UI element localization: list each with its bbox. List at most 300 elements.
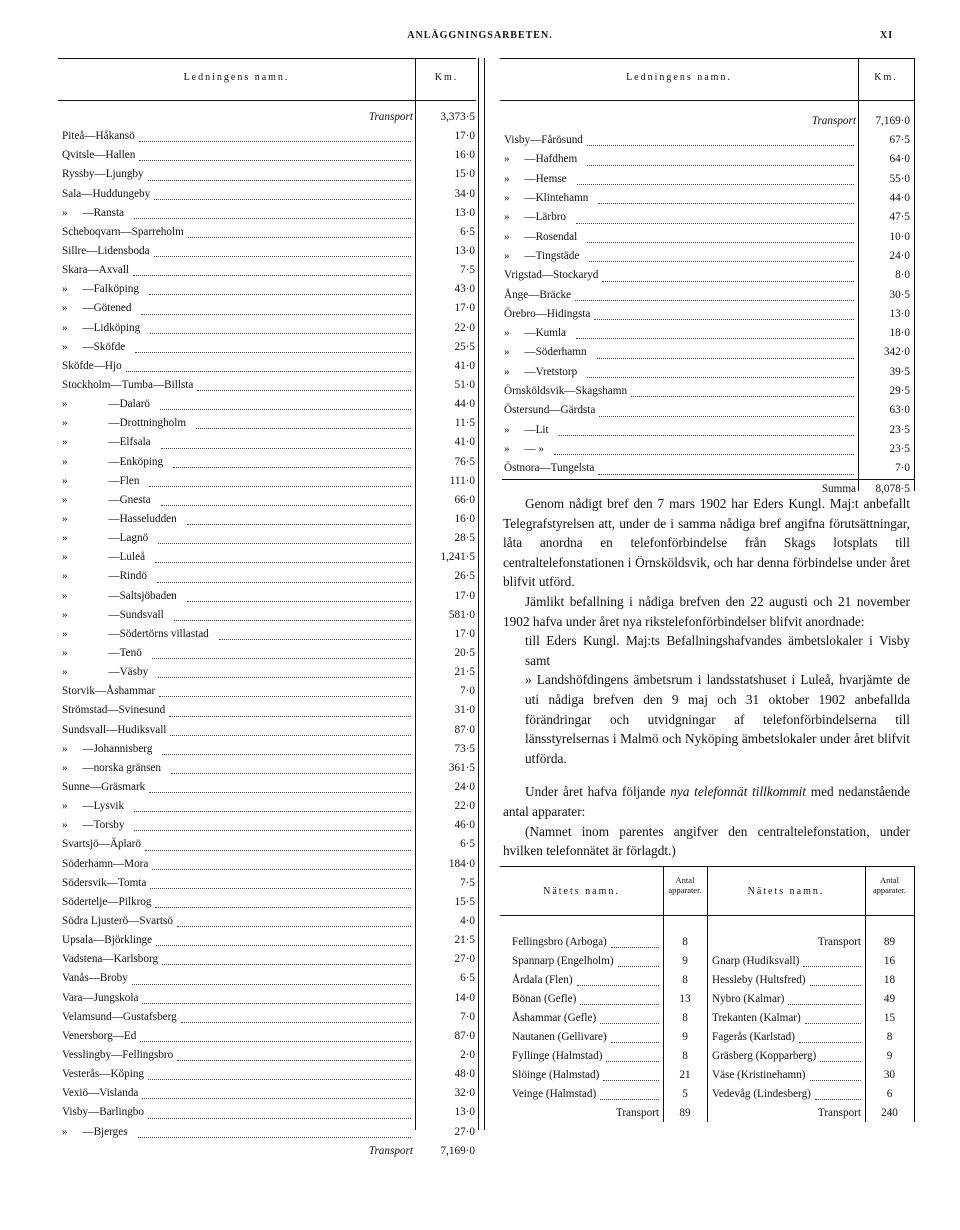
ledger-row (60, 567, 475, 586)
app-row (712, 1066, 914, 1085)
leader-dots (139, 160, 411, 161)
leader-dots (155, 562, 411, 563)
ditto-mark: » (504, 365, 510, 378)
net-count: 9 (886, 1050, 893, 1062)
ledger-row (60, 357, 475, 376)
line-km: 8·0 (895, 269, 910, 282)
leader-dots (159, 696, 411, 697)
app-row (712, 1028, 914, 1047)
ledger-row (60, 797, 475, 816)
net-name: Årdala (Flen) (512, 974, 573, 986)
app-row (512, 952, 712, 971)
line-name: Sillre—Lidensboda (62, 245, 150, 258)
app-transport-in-row (712, 933, 914, 952)
line-name (62, 395, 150, 414)
ledger-row (60, 969, 475, 988)
leader-dots (126, 371, 411, 372)
line-km: 14·0 (454, 991, 475, 1004)
ledger-row (502, 228, 914, 247)
line-km: 30·5 (889, 288, 910, 301)
ledger-row (60, 165, 475, 184)
app-row (512, 971, 712, 990)
line-km: 21·5 (454, 666, 475, 679)
right-ledger (502, 112, 914, 499)
ledger-row (502, 150, 914, 169)
ledger-row (60, 912, 475, 931)
line-name: Skara—Axvall (62, 264, 130, 277)
ledger-row (60, 261, 475, 280)
leader-dots (554, 454, 854, 455)
net-name: Åshammar (Gefle) (512, 1012, 597, 1024)
leader-dots (140, 1041, 411, 1042)
leader-dots (580, 1004, 659, 1005)
line-km: 44·0 (889, 192, 910, 205)
line-km: 13·0 (889, 307, 910, 320)
line-name (62, 491, 151, 510)
line-km: 4·0 (460, 914, 475, 927)
line-name (504, 150, 577, 169)
leader-dots (149, 294, 411, 295)
line-km: 17·0 (454, 130, 475, 143)
right-table-top-rule (500, 58, 915, 59)
line-km: 41·0 (454, 359, 475, 372)
leader-dots (162, 964, 411, 965)
ledger-row (502, 131, 914, 150)
line-km: 63·0 (889, 404, 910, 417)
net-name: Fellingsbro (Arboga) (512, 936, 607, 948)
line-name (504, 324, 566, 343)
ledger-row (60, 874, 475, 893)
leader-dots (603, 1080, 659, 1081)
ledger-row (60, 1027, 475, 1046)
app-right-col-count: Antal apparater. (872, 875, 907, 895)
line-name (62, 529, 148, 548)
line-km: 47·5 (889, 211, 910, 224)
line-name (504, 363, 577, 382)
line-km: 6·5 (460, 972, 475, 985)
transport-in-value: 3,373·5 (440, 111, 475, 123)
line-name (62, 338, 125, 357)
line-km: 24·0 (889, 249, 910, 262)
line-name-text: —Tingstäde (521, 249, 580, 262)
leader-dots (142, 1098, 411, 1099)
leader-dots (152, 658, 411, 659)
line-km: 18·0 (889, 327, 910, 340)
net-count: 30 (883, 1069, 896, 1081)
ditto-mark: » (504, 423, 510, 436)
ledger-row (60, 721, 475, 740)
ledger-row (502, 343, 914, 362)
line-name: Storvik—Åshammar (62, 685, 156, 698)
line-km: 7·5 (460, 876, 475, 889)
ledger-row (60, 185, 475, 204)
line-km: 76·5 (454, 455, 475, 468)
line-name (62, 453, 163, 472)
line-km: 46·0 (454, 819, 475, 832)
line-km: 6·5 (460, 225, 475, 238)
leader-dots (799, 1042, 861, 1043)
paragraph-lulea: » Landshöfdingens ämbetsrum i landsstatshuset i Luleå, hvarjämte de uti nådiga brefven den 9 maj och 31 oktober 1902 anbefallda förändringar och utvidgningar af telefonförbindelserna till länsstyrelsernas i Malmö och Nyköping ämbetslokaler under året blifvit utförda. (525, 672, 910, 766)
line-km: 22·0 (454, 321, 475, 334)
app-row (512, 990, 712, 1009)
line-name (504, 208, 566, 227)
ledger-row (60, 989, 475, 1008)
leader-dots (158, 543, 411, 544)
line-name-text: —Sundsvall (105, 608, 164, 621)
ledger-row (502, 459, 914, 478)
leader-dots (150, 333, 411, 334)
line-name: Visby—Barlingbo (62, 1106, 144, 1119)
leader-dots (173, 467, 411, 468)
leader-dots (174, 620, 411, 621)
line-km: 44·0 (454, 398, 475, 411)
line-km: 29·5 (889, 385, 910, 398)
line-km: 16·0 (454, 513, 475, 525)
line-name: Piteå—Håkansö (62, 130, 135, 143)
leader-dots (810, 985, 861, 986)
ledger-row (60, 414, 475, 433)
line-km: 6·5 (460, 838, 475, 851)
line-name (62, 797, 124, 816)
line-name-text: —Drottningholm (105, 417, 187, 430)
line-name (62, 759, 161, 778)
line-name: Östnora—Tungelsta (504, 462, 595, 475)
net-name: Trekanten (Kalmar) (712, 1012, 801, 1024)
line-name-text: —Hemse (521, 172, 567, 185)
line-km: 184·0 (448, 857, 475, 870)
ditto-mark: » (62, 819, 68, 832)
line-name: Vexiö—Vislanda (62, 1087, 139, 1100)
net-count: 8 (682, 1012, 688, 1024)
line-name-text: —Torsby (79, 819, 125, 832)
leader-dots (576, 223, 854, 224)
line-name (504, 440, 544, 459)
leader-dots (559, 435, 854, 436)
line-km: 7·0 (460, 685, 475, 698)
line-name: Vara—Jungskola (62, 991, 139, 1004)
ledger-row (60, 1046, 475, 1065)
ledger-row (60, 338, 475, 357)
leader-dots (148, 1118, 411, 1119)
leader-dots (158, 677, 411, 678)
line-name-text: —Rindö (105, 570, 147, 583)
ledger-row (502, 266, 914, 285)
line-km: 10·0 (889, 230, 910, 243)
sum-value: 8,078·5 (875, 482, 910, 495)
leader-dots (154, 199, 411, 200)
page-center-rule (484, 58, 485, 1130)
ditto-mark: » (62, 417, 68, 430)
line-name: Scheboqvarn—Sparreholm (62, 225, 184, 238)
line-km: 15·5 (454, 895, 475, 908)
ditto-mark: » (62, 608, 68, 621)
line-name: Örebro—Hidingsta (504, 307, 591, 320)
line-name-text: —Sköfde (79, 340, 126, 353)
app-left-list (512, 933, 712, 1123)
net-count: 8 (886, 1031, 893, 1043)
leader-dots (602, 281, 854, 282)
leader-dots (138, 1137, 411, 1138)
line-name: Ryssby—Ljungby (62, 168, 144, 181)
line-km: 67·5 (889, 134, 910, 147)
net-name: Nautanen (Gellivare) (512, 1031, 607, 1043)
line-name (504, 228, 577, 247)
leader-dots (134, 218, 411, 219)
ledger-row (502, 247, 914, 266)
line-name (62, 414, 186, 433)
line-name-text: —Johannisberg (79, 742, 153, 755)
transport-in-label: Transport (368, 111, 413, 123)
line-name: Vesterås—Köping (62, 1068, 145, 1081)
line-name-text: —Klintehamn (521, 192, 589, 205)
ditto-mark: » (504, 442, 510, 455)
line-km: 66·0 (454, 493, 475, 506)
line-name-text: —Lagnö (105, 532, 149, 545)
leader-dots (145, 850, 411, 851)
page-number: XI (880, 30, 894, 41)
line-name: Ånge—Bräcke (504, 288, 572, 301)
ditto-mark: » (62, 455, 68, 468)
transport-in-row (502, 112, 914, 131)
paragraph-parentes: (Namnet inom parentes angifver den centraltelefonstation, under hvilken telefonnätet är förlagdt.) (503, 823, 910, 859)
ledger-row (60, 1084, 475, 1103)
line-km: 27·0 (454, 953, 475, 966)
leader-dots (134, 811, 411, 812)
ditto-mark: » (62, 800, 68, 813)
line-name-text: —Lärbro (521, 211, 567, 224)
leader-dots (196, 428, 411, 429)
net-count: 13 (679, 993, 691, 1005)
app-transport-out-value: 89 (679, 1107, 691, 1119)
ledger-row (60, 855, 475, 874)
ledger-row (60, 146, 475, 165)
left-table-col-name: Ledningens namn. (183, 72, 290, 83)
ledger-row (60, 587, 475, 606)
line-name: Vadstena—Karlsborg (62, 953, 159, 966)
ledger-row (60, 1008, 475, 1027)
left-table-col-km: Km. (434, 72, 459, 83)
line-name: Vesslingby—Fellingsbro (62, 1048, 174, 1061)
ledger-row (502, 401, 914, 420)
line-name-text: —Falköping (79, 283, 139, 296)
app-right-list (712, 933, 914, 1123)
line-km: 581·0 (448, 608, 475, 621)
ledger-row (60, 950, 475, 969)
line-name (62, 280, 139, 299)
leader-dots (139, 141, 411, 142)
leader-dots (587, 377, 854, 378)
net-name: Nybro (Kalmar) (712, 993, 785, 1005)
line-name (62, 740, 152, 759)
transport-in-value: 7,169·0 (875, 115, 910, 127)
ditto-mark: » (62, 493, 68, 506)
ledger-row (60, 606, 475, 625)
net-name: Fagerås (Karlstad) (712, 1031, 795, 1043)
line-name: Qvitsle—Hallen (62, 149, 136, 162)
leader-dots (134, 830, 411, 831)
app-transport-in-label: Transport (817, 936, 861, 948)
line-name-text: —Luleå (105, 551, 146, 564)
ditto-mark: » (504, 153, 510, 166)
leader-dots (600, 1099, 659, 1100)
leader-dots (803, 966, 861, 967)
line-name-text: —Söderhamn (521, 346, 587, 359)
net-count: 49 (883, 993, 896, 1005)
leader-dots (631, 396, 854, 397)
line-km: 13·0 (454, 245, 475, 258)
ledger-row (60, 510, 475, 529)
transport-in-row (60, 108, 475, 127)
ditto-mark: » (504, 192, 510, 205)
net-count: 8 (682, 974, 688, 986)
app-transport-out-row (712, 1104, 914, 1123)
app-transport-out-row (512, 1104, 712, 1123)
line-name: Sköfde—Hjo (62, 359, 122, 372)
net-name: Gräsberg (Kopparberg) (712, 1050, 817, 1062)
leader-dots (157, 582, 411, 583)
ditto-mark: » (62, 436, 68, 449)
ditto-mark: » (62, 589, 68, 602)
ledger-row (60, 472, 475, 491)
leader-dots (171, 773, 411, 774)
ledger-row (60, 816, 475, 835)
line-name: Visby—Fårösund (504, 134, 583, 147)
leader-dots (149, 486, 411, 487)
line-name: Söderhamn—Mora (62, 857, 149, 870)
line-km: 2·0 (460, 1048, 475, 1061)
ledger-row (60, 127, 475, 146)
line-name-text: —norska gränsen (79, 761, 161, 774)
app-row (512, 1009, 712, 1028)
leader-dots (177, 1060, 411, 1061)
net-name: Fyllinge (Halmstad) (512, 1050, 603, 1062)
line-km: 27·0 (454, 1125, 475, 1138)
line-name (62, 644, 142, 663)
line-name (62, 1123, 128, 1142)
line-name: Svartsjö—Äplarö (62, 838, 141, 851)
ledger-row (60, 529, 475, 548)
line-name: Stockholm—Tumba—Billsta (62, 379, 194, 392)
ditto-mark: » (504, 172, 510, 185)
line-name: Södersvik—Tomta (62, 876, 147, 889)
leader-dots (611, 947, 659, 948)
right-table-head-rule (500, 100, 915, 101)
leader-dots (170, 735, 411, 736)
ledger-row (60, 778, 475, 797)
leader-dots (597, 358, 854, 359)
line-km: 64·0 (889, 153, 910, 166)
ledger-row (60, 491, 475, 510)
ledger-row (502, 440, 914, 459)
line-name (62, 433, 151, 452)
leader-dots (142, 1003, 411, 1004)
app-row (712, 971, 914, 990)
app-row (512, 1085, 712, 1104)
line-name (62, 606, 164, 625)
line-name-text: —Saltsjöbaden (105, 589, 177, 602)
ditto-mark: » (62, 551, 68, 564)
leader-dots (188, 237, 411, 238)
leader-dots (162, 754, 411, 755)
leader-dots (810, 1080, 861, 1081)
app-row (712, 1047, 914, 1066)
ledger-row (60, 1123, 475, 1142)
ledger-row (60, 548, 475, 567)
leader-dots (587, 145, 854, 146)
line-km: 51·0 (454, 379, 475, 392)
ditto-mark: » (62, 474, 68, 487)
app-left-col-name: Nätets namn. (543, 886, 620, 897)
line-name-text: —Hafdhem (521, 153, 578, 166)
line-km: 31·0 (454, 704, 475, 717)
leader-dots (598, 203, 854, 204)
leader-dots (156, 945, 411, 946)
net-count: 15 (883, 1012, 896, 1024)
ledger-row (60, 682, 475, 701)
net-count: 6 (886, 1088, 893, 1100)
ledger-row (60, 893, 475, 912)
ledger-row (502, 170, 914, 189)
line-km: 13·0 (454, 1106, 475, 1119)
net-name: Hessleby (Hultsfred) (712, 974, 806, 986)
ditto-mark: » (504, 327, 510, 340)
line-km: 342·0 (883, 346, 910, 359)
leader-dots (598, 474, 854, 475)
line-name (62, 663, 148, 682)
ledger-row (502, 382, 914, 401)
net-name: Vedevåg (Lindesberg) (712, 1088, 811, 1100)
line-km: 7·0 (460, 1010, 475, 1023)
line-km: 361·5 (448, 761, 475, 774)
line-km: 21·5 (454, 934, 475, 947)
leader-dots (805, 1023, 861, 1024)
line-name (62, 567, 147, 586)
line-name-text: —Lit (521, 423, 549, 436)
line-km: 34·0 (454, 187, 475, 200)
app-row (512, 933, 712, 952)
ditto-mark: » (62, 742, 68, 755)
leader-dots (594, 319, 854, 320)
ledger-row (60, 453, 475, 472)
net-count: 18 (883, 974, 896, 986)
line-km: 16·0 (454, 149, 475, 162)
net-count: 21 (679, 1069, 691, 1081)
ditto-mark: » (62, 513, 68, 525)
line-name-text: —Dalarö (105, 398, 151, 411)
line-km: 7·0 (895, 462, 910, 475)
leader-dots (181, 1022, 411, 1023)
left-table-right-rule (478, 58, 479, 1130)
ditto-mark: » (62, 283, 68, 296)
ledger-row (502, 363, 914, 382)
leader-dots (788, 1004, 861, 1005)
running-head: ANLÄGGNINGSARBETEN. (407, 30, 553, 41)
net-count: 16 (883, 955, 896, 967)
line-name: Vanås—Broby (62, 972, 128, 985)
line-km: 17·0 (454, 302, 475, 315)
transport-out-row (60, 1142, 475, 1161)
leader-dots (150, 888, 411, 889)
app-row (712, 990, 914, 1009)
leader-dots (587, 242, 854, 243)
ditto-mark: » (62, 1125, 68, 1138)
app-right-col-name: Nätets namn. (747, 886, 825, 897)
ditto-mark: » (62, 532, 68, 545)
transport-out-label: Transport (368, 1144, 413, 1157)
line-name-text: —Lidköping (79, 321, 141, 334)
line-name: Södertelje—Pilkrog (62, 895, 152, 908)
ditto-mark: » (62, 570, 68, 583)
